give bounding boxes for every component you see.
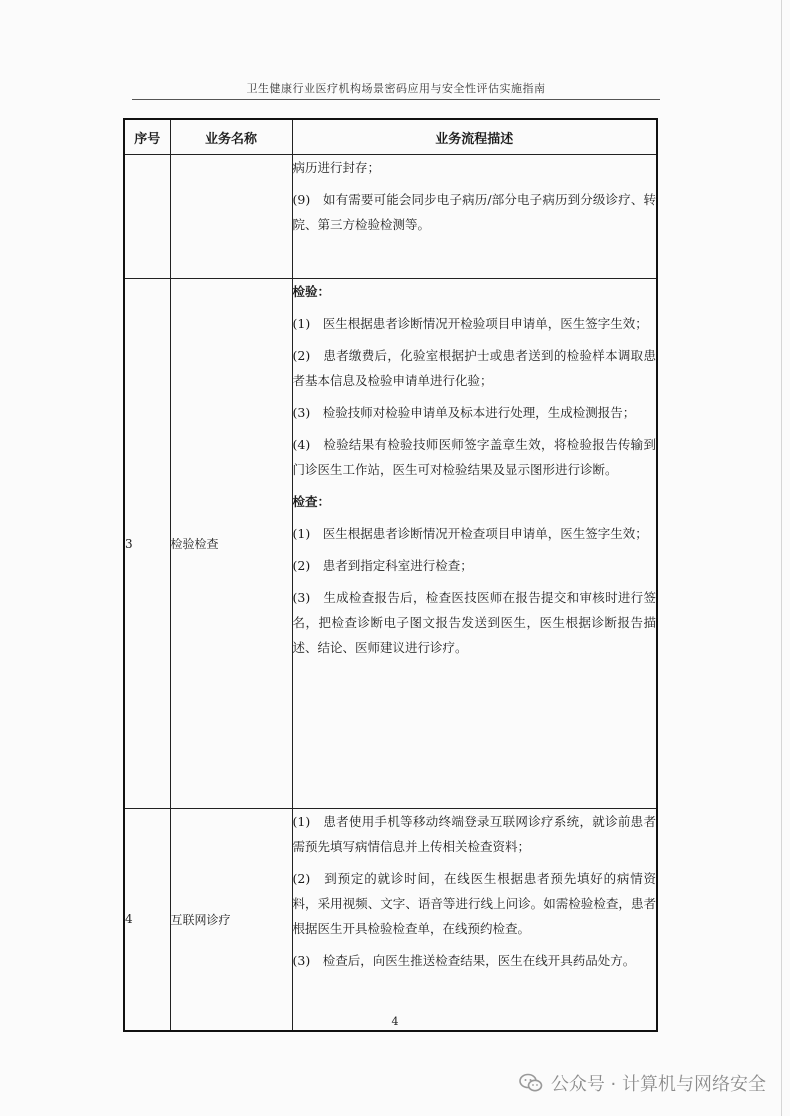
description-line: (2) 到预定的就诊时间，在线医生根据患者预先填好的病情资料，采用视频、文字、语音等进行线上问诊。如需检验检查，患者根据医生开具检验检查单，在线预约检查。 <box>292 871 656 936</box>
section-heading: 检查： <box>292 494 331 509</box>
flow-description <box>292 155 657 279</box>
column-header-name: 业务名称 <box>170 119 292 155</box>
column-header-description: 业务流程描述 <box>292 119 657 155</box>
running-header: 卫生健康行业医疗机构场景密码应用与安全性评估实施指南 <box>246 82 546 95</box>
flow-description <box>292 279 657 809</box>
description-line: (4) 检验结果有检验技师医师签字盖章生效，将检验报告传输到门诊医生工作站，医生可对检验结果及显示图形进行诊断。 <box>292 437 656 477</box>
business-name: 互联网诊疗 <box>170 809 292 1031</box>
table-row <box>124 279 657 809</box>
description-line: (1) 患者使用手机等移动终端登录互联网诊疗系统，就诊前患者需预先填写病情信息并上传相关检查资料； <box>292 814 656 854</box>
description-line: (3) 检验技师对检验申请单及标本进行处理，生成检测报告； <box>292 405 636 420</box>
section-heading: 检验： <box>292 284 331 299</box>
row-number: 3 <box>124 279 170 809</box>
column-header-no: 序号 <box>124 119 170 155</box>
table-row <box>124 809 657 1031</box>
business-name: 检验检查 <box>170 279 292 809</box>
description-line: 病历进行封存； <box>292 160 381 175</box>
row-number: 4 <box>124 809 170 1031</box>
description-line: (2) 患者到指定科室进行检查； <box>292 558 473 573</box>
wechat-icon <box>519 1073 543 1093</box>
business-name <box>170 155 292 279</box>
description-line: (1) 医生根据患者诊断情况开检查项目申请单，医生签字生效； <box>292 526 648 541</box>
flow-description <box>292 809 657 1031</box>
description-line: (1) 医生根据患者诊断情况开检验项目申请单，医生签字生效； <box>292 316 648 331</box>
row-number <box>124 155 170 279</box>
description-line: (9) 如有需要可能会同步电子病历/部分电子病历到分级诊疗、转院、第三方检验检测等。 <box>292 192 656 232</box>
table-header-row <box>124 119 657 155</box>
table-row <box>124 155 657 279</box>
watermark <box>519 1070 766 1096</box>
description-line: (2) 患者缴费后，化验室根据护士或患者送到的检验样本调取患者基本信息及检验申请单进行化验； <box>292 348 656 388</box>
page-edge <box>781 0 782 1116</box>
business-flow-table <box>123 118 658 1032</box>
watermark-text: 公众号 · 计算机与网络安全 <box>550 1074 766 1095</box>
header-rule <box>132 99 660 100</box>
page-number: 4 <box>391 1015 399 1028</box>
description-line: (3) 检查后，向医生推送检查结果，医生在线开具药品处方。 <box>292 953 636 968</box>
description-line: (3) 生成检查报告后，检查医技医师在报告提交和审核时进行签名，把检查诊断电子图文报告发送到医生，医生根据诊断报告描述、结论、医师建议进行诊疗。 <box>292 590 656 655</box>
